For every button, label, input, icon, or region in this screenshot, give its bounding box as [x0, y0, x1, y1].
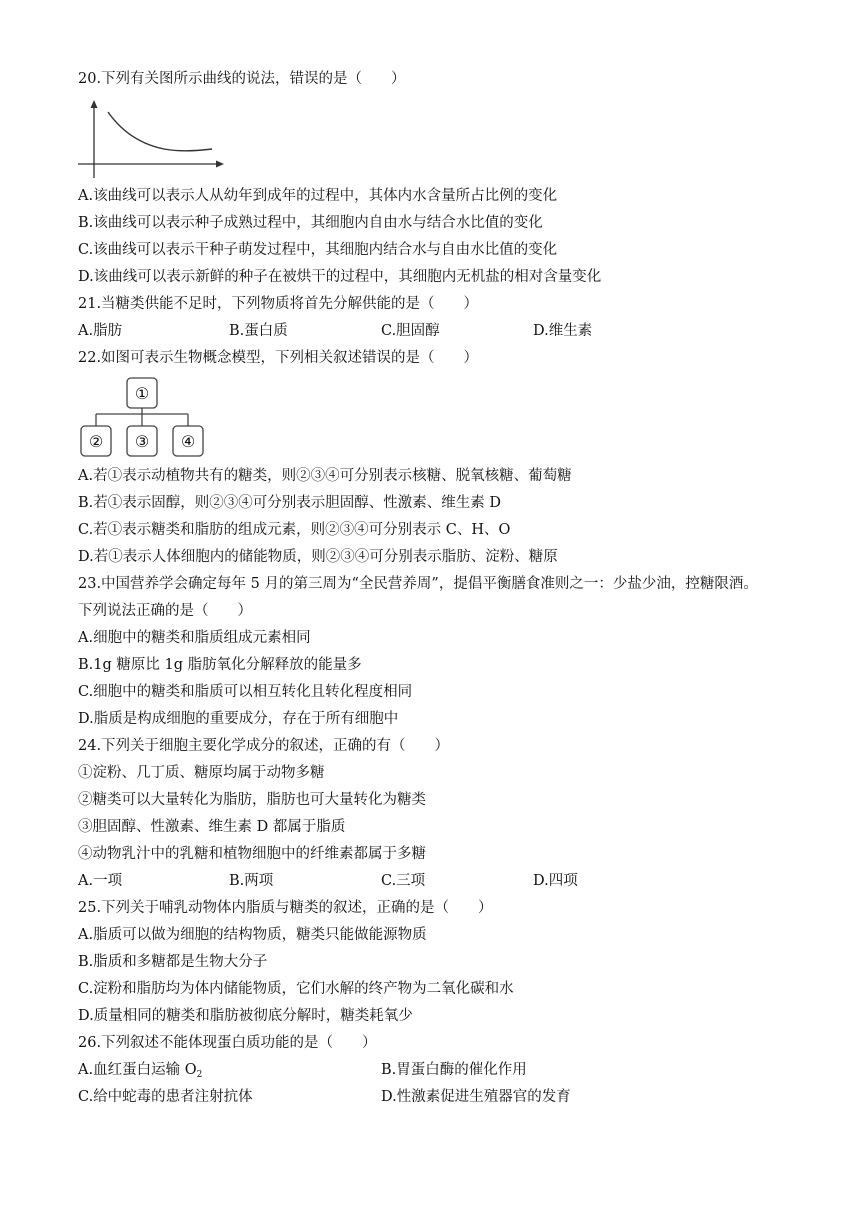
question-25-option-d: D.质量相同的糖类和脂肪被彻底分解时，糖类耗氧少	[78, 1008, 413, 1024]
question-22-stem: 22.如图可表示生物概念模型，下列相关叙述错误的是（ ）	[78, 350, 479, 366]
diagram-label-child-2: ③	[134, 432, 150, 451]
concept-model-diagram	[78, 376, 208, 460]
question-23-stem-line-2: 下列说法正确的是（ ）	[78, 603, 252, 619]
question-22-option-b: B.若①表示固醇，则②③④可分别表示胆固醇、性激素、维生素 D	[78, 495, 501, 511]
x-axis-arrow-icon	[216, 161, 224, 168]
question-20-stem: 20.下列有关图所示曲线的说法，错误的是（ ）	[78, 71, 406, 87]
diagram-label-child-3: ④	[180, 432, 196, 451]
question-26-option-d: D.性激素促进生殖器官的发育	[381, 1089, 571, 1105]
diagram-label-child-1: ②	[88, 432, 104, 451]
diagram-label-top: ①	[134, 384, 150, 403]
question-26-stem: 26.下列叙述不能体现蛋白质功能的是（ ）	[78, 1035, 377, 1051]
question-23-option-d: D.脂质是构成细胞的重要成分，存在于所有细胞中	[78, 711, 399, 727]
question-20-option-c: C.该曲线可以表示干种子萌发过程中，其细胞内结合水与自由水比值的变化	[78, 242, 558, 258]
question-22-option-c: C.若①表示糖类和脂肪的组成元素，则②③④可分别表示 C、H、O	[78, 522, 511, 538]
question-23-option-b: B.1g 糖原比 1g 脂肪氧化分解释放的能量多	[78, 657, 362, 673]
question-21-option-b: B.蛋白质	[229, 323, 288, 339]
question-25-option-c: C.淀粉和脂肪均为体内储能物质，它们水解的终产物为二氧化碳和水	[78, 981, 514, 997]
question-24-stem: 24.下列关于细胞主要化学成分的叙述，正确的有（ ）	[78, 738, 450, 754]
question-23-option-c: C.细胞中的糖类和脂质可以相互转化且转化程度相同	[78, 684, 413, 700]
graph-curve	[108, 112, 212, 151]
question-24-item-3: ③胆固醇、性激素、维生素 D 都属于脂质	[78, 819, 346, 835]
y-axis-arrow-icon	[91, 100, 98, 108]
question-25-stem: 25.下列关于哺乳动物体内脂质与糖类的叙述，正确的是（ ）	[78, 900, 493, 916]
question-22-option-d: D.若①表示人体细胞内的储能物质，则②③④可分别表示脂肪、淀粉、糖原	[78, 549, 558, 565]
question-24-option-c: C.三项	[381, 873, 426, 889]
question-26-option-b: B.胃蛋白酶的催化作用	[381, 1062, 527, 1078]
question-24-item-4: ④动物乳汁中的乳糖和植物细胞中的纤维素都属于多糖	[78, 846, 426, 862]
question-24-item-2: ②糖类可以大量转化为脂肪，脂肪也可大量转化为糖类	[78, 792, 426, 808]
question-24-item-1: ①淀粉、几丁质、糖原均属于动物多糖	[78, 765, 325, 781]
question-21-stem: 21.当糖类供能不足时，下列物质将首先分解供能的是（ ）	[78, 296, 479, 312]
question-21-option-d: D.维生素	[533, 323, 593, 339]
question-20-option-b: B.该曲线可以表示种子成熟过程中，其细胞内自由水与结合水比值的变化	[78, 215, 543, 231]
question-24-option-a: A.一项	[78, 873, 123, 889]
question-21-option-c: C.胆固醇	[381, 323, 440, 339]
option-a-subscript: 2	[196, 1070, 203, 1080]
question-26-option-c: C.给中蛇毒的患者注射抗体	[78, 1089, 253, 1105]
question-24-option-b: B.两项	[229, 873, 274, 889]
question-26-option-a	[78, 1060, 202, 1085]
question-25-option-b: B.脂质和多糖都是生物大分子	[78, 954, 268, 970]
question-22-option-a: A.若①表示动植物共有的糖类，则②③④可分别表示核糖、脱氧核糖、葡萄糖	[78, 468, 572, 484]
question-20-option-a: A.该曲线可以表示人从幼年到成年的过程中，其体内水含量所占比例的变化	[78, 188, 558, 204]
question-24-option-d: D.四项	[533, 873, 578, 889]
question-21-option-a: A.脂肪	[78, 323, 123, 339]
question-23-option-a: A.细胞中的糖类和脂质组成元素相同	[78, 630, 311, 646]
question-20-option-d: D.该曲线可以表示新鲜的种子在被烘干的过程中，其细胞内无机盐的相对含量变化	[78, 269, 602, 285]
question-25-option-a: A.脂质可以做为细胞的结构物质，糖类只能做能源物质	[78, 927, 427, 943]
question-23-stem-line-1: 23.中国营养学会确定每年 5 月的第三周为“全民营养周”，提倡平衡膳食准则之一：少盐少油，控糖限酒。	[78, 576, 758, 592]
decreasing-curve-graph	[78, 100, 224, 180]
option-a-text: A.血红蛋白运输 O	[78, 1062, 197, 1078]
